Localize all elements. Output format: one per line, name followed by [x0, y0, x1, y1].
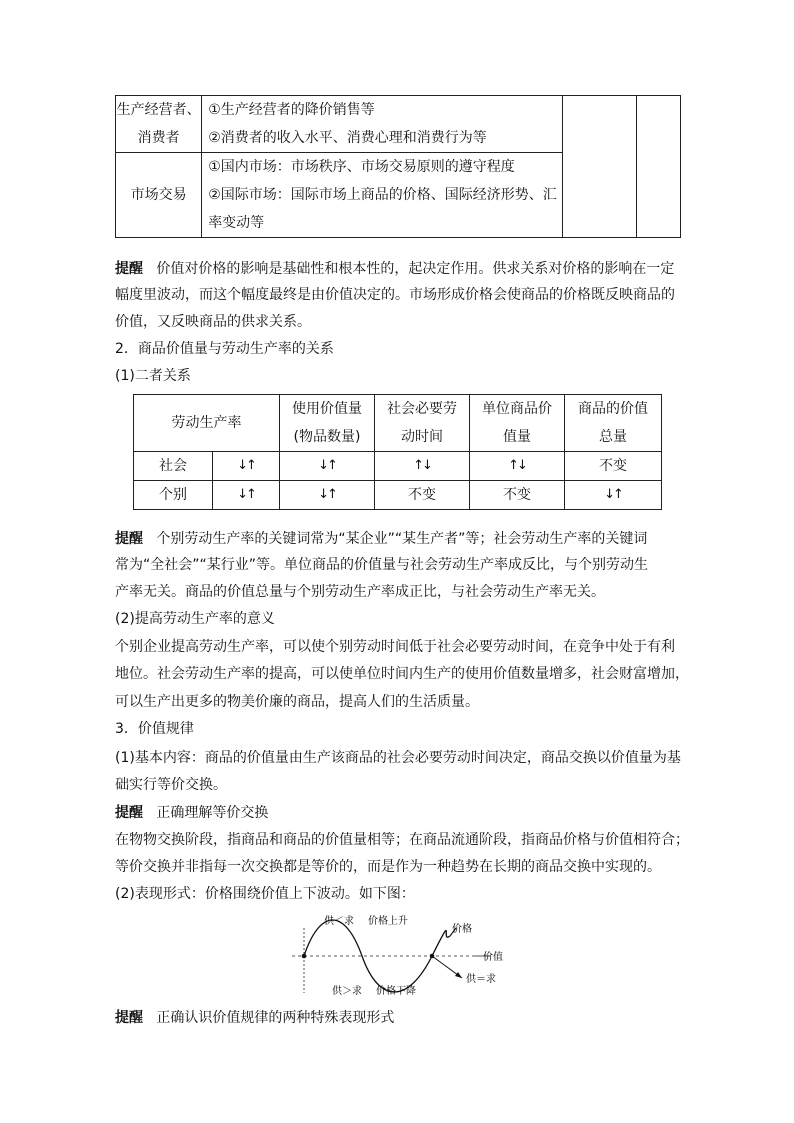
tip-title: 正确认识价值规律的两种特殊表现形式	[156, 1010, 395, 1026]
diagram-label: 价格下降	[376, 986, 416, 997]
table-row	[134, 452, 662, 481]
row-content	[202, 96, 562, 153]
content-line: ①生产经营者的降价销售等	[208, 102, 375, 118]
header-line: 使用价值量	[292, 401, 362, 417]
header-cell	[470, 395, 565, 452]
diagram-label: 供＞求	[332, 986, 362, 997]
label-line: 市场交易	[130, 187, 187, 203]
tip-line: 常为“全社会”“某行业”等。单位商品的价值量与社会劳动生产率成反比，与个别劳动生	[115, 557, 649, 573]
tip-paragraph	[115, 800, 268, 826]
table-cell: ↓↑	[565, 481, 662, 510]
table-cell: 不变	[565, 452, 662, 481]
table-cell: ↑↓	[470, 452, 565, 481]
table-row	[116, 96, 681, 153]
header-cell	[375, 395, 470, 452]
header-line: 社会必要劳	[387, 401, 457, 417]
diagram-label: 供＜求	[324, 916, 354, 927]
header-cell	[565, 395, 662, 452]
table-cell: ↑↓	[375, 452, 470, 481]
diagram-label: 供＝求	[466, 974, 496, 985]
tip-tag: 提醒	[115, 531, 143, 547]
section-heading: 2．商品价值量与劳动生产率的关系	[115, 341, 334, 357]
content-line: ①国内市场：市场秩序、市场交易原则的遵守程度	[208, 159, 515, 175]
table-cell: ↓↑	[280, 452, 375, 481]
sub-heading: (1)二者关系	[115, 368, 191, 384]
body-line: (1)基本内容：商品的价值量由生产该商品的社会必要劳动时间决定，商品交换以价值量为基	[115, 750, 681, 766]
header-cell	[280, 395, 375, 452]
body-line: (2)表现形式：价格围绕价值上下波动。如下图：	[115, 886, 415, 902]
tip-paragraph	[115, 256, 674, 282]
tip-tag: 提醒	[115, 1010, 143, 1026]
label-line: 生产经营者、	[116, 102, 201, 118]
diagram-label: 价格	[452, 924, 472, 935]
equal-arrowhead	[455, 972, 462, 978]
header-line: 单位商品价	[482, 401, 552, 417]
content-line: 率变动等	[208, 215, 265, 231]
table-cell: 不变	[375, 481, 470, 510]
header-line: 值量	[503, 429, 531, 445]
diagram-label: 价值	[483, 952, 503, 963]
header-line: 总量	[599, 429, 627, 445]
table-cell: ↓↑	[213, 481, 280, 510]
empty-cell	[636, 96, 680, 238]
section-heading: 3．价值规律	[115, 721, 194, 737]
tip-tag: 提醒	[115, 805, 143, 821]
tip-line: 个别劳动生产率的关键词常为“某企业”“某生产者”等；社会劳动生产率的关键词	[156, 531, 648, 547]
tip-line: 产率无关。商品的价值总量与个别劳动生产率成正比，与社会劳动生产率无关。	[115, 584, 605, 600]
tip-tag: 提醒	[115, 261, 143, 277]
table-header-row	[134, 395, 662, 452]
row-label: 社会	[134, 452, 213, 481]
cross-point	[430, 954, 435, 959]
tip-line: 价值，又反映商品的供求关系。	[115, 314, 311, 330]
header-line: 商品的价值	[578, 401, 648, 417]
body-line: 可以生产出更多的物美价廉的商品，提高人们的生活质量。	[115, 694, 479, 710]
tip-line: 幅度里波动，而这个幅度最终是由价值决定的。市场形成价格会使商品的价格既反映商品的	[115, 287, 675, 303]
row-label	[116, 153, 202, 238]
table-row	[134, 481, 662, 510]
body-line: 个别企业提高劳动生产率，可以使个别劳动时间低于社会必要劳动时间，在竞争中处于有利	[115, 639, 675, 655]
price-value-diagram	[290, 908, 510, 998]
table-cell: ↓↑	[213, 452, 280, 481]
body-line: 础实行等价交换。	[115, 777, 227, 793]
empty-cell	[562, 96, 636, 238]
tip-line: 价值对价格的影响是基础性和根本性的，起决定作用。供求关系对价格的影响在一定	[156, 261, 675, 277]
header-line: 动时间	[401, 429, 443, 445]
label-line: 消费者	[137, 130, 180, 146]
diagram-label: 价格上升	[368, 916, 408, 927]
tip-title: 正确理解等价交换	[156, 805, 269, 821]
tip-paragraph	[115, 1005, 394, 1031]
sub-heading: (2)提高劳动生产率的意义	[115, 611, 275, 627]
productivity-table	[133, 394, 662, 510]
body-line: 地位。社会劳动生产率的提高，可以使单位时间内生产的使用价值数量增多，社会财富增加，	[115, 666, 689, 682]
header-cell: 劳动生产率	[134, 395, 280, 452]
tip-paragraph	[115, 526, 647, 552]
row-label	[116, 96, 202, 153]
cross-point	[302, 954, 307, 959]
tip-line: 等价交换并非指每一次交换都是等价的，而是作为一种趋势在长期的商品交换中实现的。	[115, 859, 661, 875]
content-line: ②消费者的收入水平、消费心理和消费行为等	[208, 130, 487, 146]
tip-line: 在物物交换阶段，指商品和商品的价值量相等；在商品流通阶段，指商品价格与价值相符合；	[115, 832, 689, 848]
market-factors-table	[115, 95, 681, 238]
row-content	[202, 153, 562, 238]
content-line: ②国际市场：国际市场上商品的价格、国际经济形势、汇	[208, 187, 557, 203]
header-line: (物品数量)	[293, 429, 361, 445]
table-cell: 不变	[470, 481, 565, 510]
row-label: 个别	[134, 481, 213, 510]
table-cell: ↓↑	[280, 481, 375, 510]
